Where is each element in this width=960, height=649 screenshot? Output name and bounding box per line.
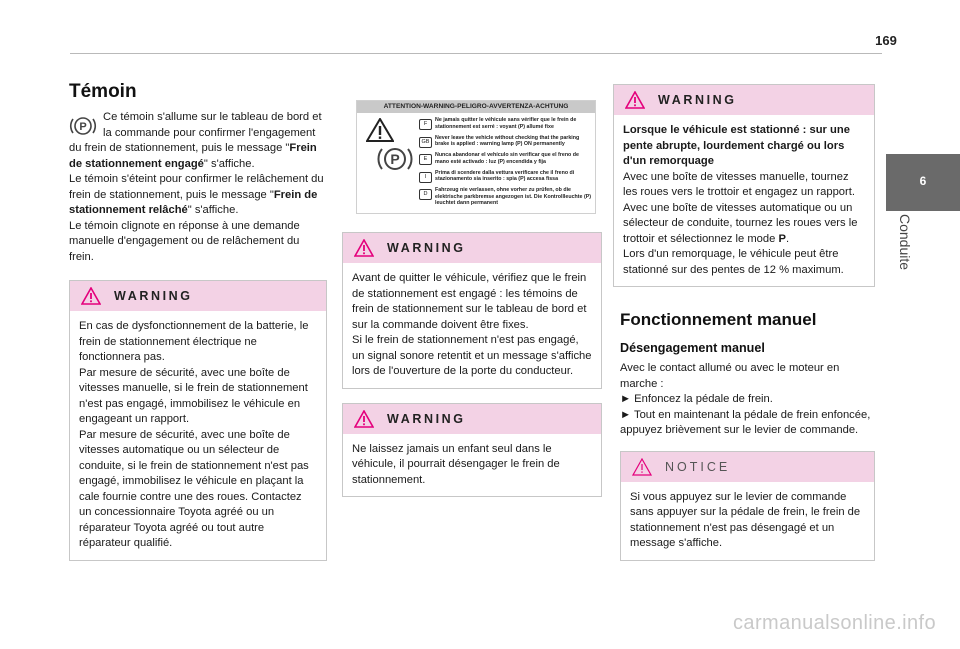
warning-label: WARNING xyxy=(387,241,466,255)
intro-text: Avec le contact allumé ou avec le moteur en marche : xyxy=(620,362,840,390)
subsection-title: Désengagement manuel xyxy=(620,341,765,355)
column-1 xyxy=(69,80,327,561)
notice-box xyxy=(620,451,875,561)
temoin-paragraph-2: Le témoin s'éteint pour confirmer le relâchement du frein de stationnement, puis le message "Frein de stationnement relâché" s'affiche. xyxy=(69,173,324,216)
temoin-paragraph-1: Ce témoin s'allume sur le tableau de bord et la commande pour confirmer l'engagement du frein de stationnement, puis le message "Frein de stationnement engagé" s'affiche. xyxy=(69,111,322,170)
warning-bold-text: Lorsque le véhicule est stationné : sur une pente abrupte, lourdement chargé ou lors d'un remorquage xyxy=(623,124,850,167)
language-flag: GB xyxy=(419,137,432,148)
warning-box-slope xyxy=(613,84,875,287)
language-flag: F xyxy=(419,119,432,130)
warning-text: En cas de dysfonctionnement de la batterie, le frein de stationnement électrique ne fonctionnera pas. xyxy=(79,320,309,363)
warning-header xyxy=(70,281,326,311)
notice-text: Si vous appuyez sur le levier de commande sans appuyer sur la pédale de frein, le frein de stationnement n'est pas désengagé et un message s'affiche. xyxy=(630,490,861,549)
top-divider xyxy=(70,53,882,54)
notice-header xyxy=(621,452,874,482)
label-row-text: Fahrzeug nie verlassen, ohne vorher zu prüfen, ob die elektrische parkbremse angezogen ist. Die Kontrollleuchte (P) leuchtet dann permanent xyxy=(435,187,592,207)
warning-text: Avec une boîte de vitesses manuelle, tournez les roues vers le trottoir et engagez un rapport. xyxy=(623,170,855,198)
label-row xyxy=(419,170,593,188)
label-banner: ATTENTION-WARNING-PELIGRO-AVVERTENZA-ACHTUNG xyxy=(357,101,595,113)
label-row xyxy=(419,152,593,170)
section-title-temoin: Témoin xyxy=(69,81,137,102)
page-number: 169 xyxy=(875,33,897,48)
warning-header xyxy=(343,404,601,434)
label-row xyxy=(419,117,593,135)
warning-header xyxy=(343,233,601,263)
label-row xyxy=(419,135,593,153)
warning-text: Par mesure de sécurité, avec une boîte de vitesses automatique ou un sélecteur de conduite, si le frein de stationnement n'est pas engagé, immobilisez le véhicule en plaçant la cale fournie contre une des roues. Contactez un concessionnaire Toyota agréé ou un réparateur Toyota agréé ou tout autre réparateur qualifié. xyxy=(79,428,309,549)
notice-triangle-icon xyxy=(632,458,652,476)
label-row-text: Never leave the vehicle without checking that the parking brake is applied : warning lamp (P) ON permanently xyxy=(435,134,580,148)
step-1: ► Enfoncez la pédale de frein. xyxy=(620,393,773,405)
column-3 xyxy=(613,84,875,561)
watermark: carmanualsonline.info xyxy=(733,612,936,634)
chapter-label: Conduite xyxy=(897,214,913,271)
warning-text: Si le frein de stationnement n'est pas engagé, un signal sonore retentit et un message s'affiche lors de l'ouverture de la porte du conducteur. xyxy=(352,334,592,377)
warning-box-child xyxy=(342,403,602,498)
warning-label: WARNING xyxy=(114,289,193,303)
parking-brake-icon xyxy=(377,143,413,175)
warning-triangle-icon xyxy=(366,118,394,142)
temoin-paragraph-3: Le témoin clignote en réponse à une demande manuelle d'engagement ou de relâchement du frein. xyxy=(69,219,300,263)
language-flag: D xyxy=(419,189,432,200)
chapter-number: 6 xyxy=(919,174,927,188)
label-row-text: Ne jamais quitter le véhicule sans vérifier que le frein de stationnement est serré : voyant (P) allumé fixe xyxy=(435,117,577,130)
warning-text: Lors d'un remorquage, le véhicule peut être stationné sur des pentes de 12 % maximum. xyxy=(623,248,844,276)
notice-label: NOTICE xyxy=(665,459,731,474)
language-flag: I xyxy=(419,172,432,183)
column-2 xyxy=(342,100,602,497)
label-row-text: Nunca abandonar el vehículo sin verificar que el freno de mano esté activado : luz (P) encendida y fija xyxy=(435,152,579,165)
svg-text:P: P xyxy=(390,151,400,167)
warning-text: Par mesure de sécurité, avec une boîte de vitesses manuelle, si le frein de stationnement n'est pas engagé, immobilisez le véhicule en engageant un rapport. xyxy=(79,366,308,425)
warning-label: WARNING xyxy=(387,411,466,426)
chapter-tab[interactable] xyxy=(886,154,960,211)
parking-brake-icon xyxy=(69,114,97,138)
step-2: ► Tout en maintenant la pédale de frein enfoncée, appuyez brièvement sur le levier de commande. xyxy=(620,408,871,436)
warning-triangle-icon xyxy=(354,410,374,428)
multilingual-warning-label-image xyxy=(356,100,596,214)
warning-text: Avant de quitter le véhicule, vérifiez que le frein de stationnement est engagé : les témoins de frein de stationnement sur le tableau de bord et sur la commande doivent être fixes. xyxy=(352,272,587,331)
label-text-lines xyxy=(419,117,593,205)
warning-box-battery xyxy=(69,280,327,561)
warning-header xyxy=(614,85,874,115)
warning-text: Ne laissez jamais un enfant seul dans le véhicule, il pourrait désengager le frein de stationnement. xyxy=(352,442,560,486)
section-title-manual: Fonctionnement manuel xyxy=(620,310,817,329)
svg-text:P: P xyxy=(79,121,87,133)
label-row-text: Prima di scendere dalla vettura verificare che il freno di stazionamento sia inserito : spia (P) accesa fissa xyxy=(435,169,575,183)
warning-box-before-leaving xyxy=(342,232,602,389)
label-row xyxy=(419,187,593,205)
warning-triangle-icon xyxy=(81,287,101,305)
warning-label: WARNING xyxy=(658,93,737,107)
warning-triangle-icon xyxy=(354,239,374,257)
warning-text: Avec une boîte de vitesses automatique ou un sélecteur de conduite, tournez les roues vers le trottoir et sélectionnez le mode P. xyxy=(623,201,858,245)
warning-triangle-icon xyxy=(625,91,645,109)
language-flag: E xyxy=(419,154,432,165)
